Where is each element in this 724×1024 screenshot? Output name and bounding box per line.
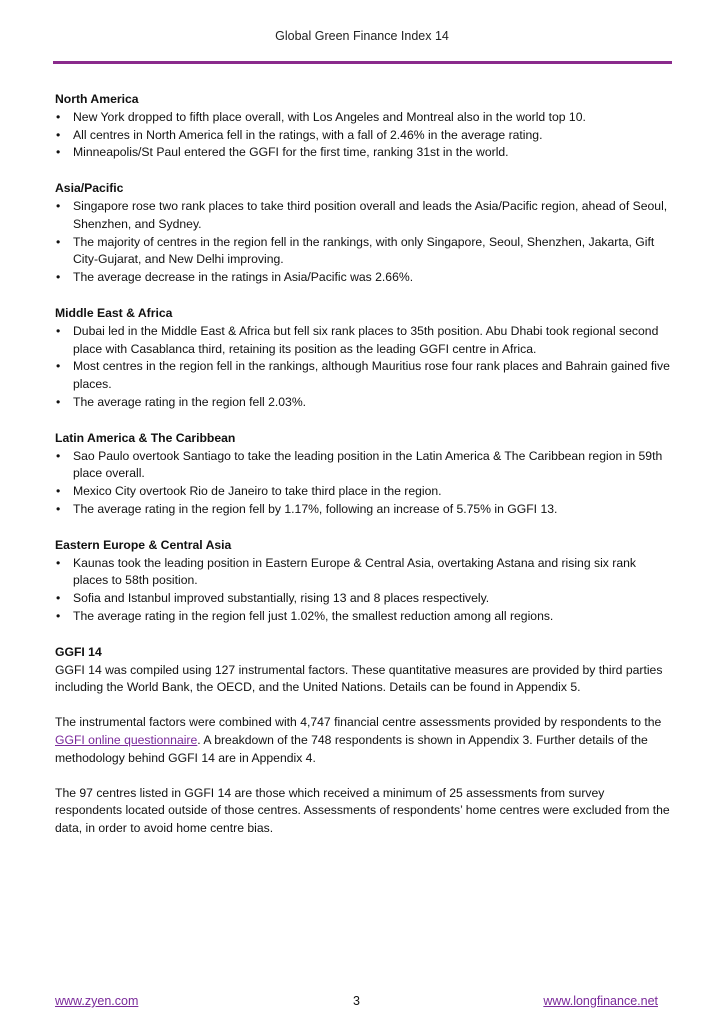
bullet-icon: • (56, 501, 61, 516)
bullet-item (55, 234, 673, 270)
section-title: North America (55, 92, 139, 106)
ggfi-paragraph-1: GGFI 14 was compiled using 127 instrumental factors. These quantitative measures are provided by third parties including the World Bank, the OECD, and the United Nations. Details can be found in Appendix 5. (55, 662, 663, 695)
region-section (55, 91, 673, 162)
bullet-text: New York dropped to fifth place overall, with Los Angeles and Montreal also in the world top 10. (73, 109, 586, 124)
bullet-item (55, 590, 673, 608)
longfinance-link[interactable]: www.longfinance.net (543, 994, 658, 1008)
bullet-item (55, 323, 673, 359)
bullet-text: Most centres in the region fell in the rankings, although Mauritius rose four rank places and Bahrain gained five places. (73, 359, 670, 392)
ggfi-section (55, 644, 673, 838)
main-content (55, 91, 673, 855)
ggfi-questionnaire-link[interactable]: GGFI online questionnaire (55, 732, 198, 747)
bullet-list (55, 448, 673, 519)
bullet-text: Singapore rose two rank places to take third position overall and leads the Asia/Pacific region, ahead of Seoul, Shenzhen, and Sydney. (73, 198, 668, 231)
bullet-icon: • (56, 198, 61, 213)
section-title: Middle East & Africa (55, 305, 173, 320)
bullet-icon: • (56, 448, 61, 463)
bullet-item (55, 501, 673, 519)
bullet-item (55, 358, 673, 394)
bullet-list (55, 323, 673, 412)
bullet-text: The average rating in the region fell by 1.17%, following an increase of 5.75% in GGFI 13. (73, 501, 558, 516)
ggfi-paragraph-2-after: . A breakdown of the 748 respondents is shown in Appendix 3. Further details of the methodology behind GGFI 14 are in Appendix 4. (55, 732, 648, 765)
bullet-icon: • (56, 234, 61, 249)
ggfi-section-title: GGFI 14 (55, 644, 102, 659)
section-title: Eastern Europe & Central Asia (55, 537, 232, 552)
bullet-list (55, 109, 673, 162)
zyen-link[interactable]: www.zyen.com (55, 994, 139, 1008)
header-divider (53, 61, 672, 64)
bullet-icon: • (56, 608, 61, 623)
bullet-item (55, 394, 673, 412)
ggfi-paragraph-2 (55, 714, 673, 767)
page-header: Global Green Finance Index 14 (275, 29, 449, 43)
section-title: Asia/Pacific (55, 181, 124, 196)
bullet-icon: • (56, 323, 61, 338)
bullet-text: Dubai led in the Middle East & Africa but fell six rank places to 35th position. Abu Dhabi took regional second place with Casablanca third, retaining its position as the leading GGFI centre in Africa. (73, 323, 659, 356)
page-number: 3 (353, 994, 360, 1008)
page-footer (55, 994, 658, 1012)
region-section (55, 430, 673, 519)
bullet-icon: • (56, 555, 61, 570)
bullet-icon: • (56, 127, 61, 142)
bullet-item (55, 144, 673, 162)
bullet-text: The average rating in the region fell just 1.02%, the smallest reduction among all regions. (73, 608, 554, 623)
bullet-text: Minneapolis/St Paul entered the GGFI for the first time, ranking 31st in the world. (73, 145, 509, 160)
bullet-icon: • (56, 145, 61, 160)
bullet-item (55, 483, 673, 501)
region-section (55, 180, 673, 287)
bullet-item (55, 198, 673, 234)
bullet-text: The majority of centres in the region fell in the rankings, with only Singapore, Seoul, Shenzhen, Jakarta, Gift City-Gujarat, and New Delhi improving. (73, 234, 655, 267)
bullet-icon: • (56, 359, 61, 374)
bullet-text: Mexico City overtook Rio de Janeiro to take third place in the region. (73, 484, 442, 499)
bullet-item (55, 608, 673, 626)
region-section (55, 305, 673, 412)
bullet-text: The average rating in the region fell 2.03%. (73, 394, 307, 409)
bullet-item (55, 448, 673, 484)
bullet-icon: • (56, 270, 61, 285)
bullet-text: The average decrease in the ratings in Asia/Pacific was 2.66%. (73, 270, 414, 285)
region-section (55, 537, 673, 626)
section-title: Latin America & The Caribbean (55, 430, 236, 445)
bullet-list (55, 555, 673, 626)
bullet-item (55, 269, 673, 287)
bullet-item (55, 555, 673, 591)
bullet-item (55, 127, 673, 145)
bullet-icon: • (56, 109, 61, 124)
bullet-text: Sao Paulo overtook Santiago to take the leading position in the Latin America & The Caribbean region in 59th place overall. (73, 448, 663, 481)
bullet-icon: • (56, 484, 61, 499)
bullet-text: Sofia and Istanbul improved substantially, rising 13 and 8 places respectively. (73, 591, 490, 606)
bullet-item (55, 109, 673, 127)
bullet-icon: • (56, 591, 61, 606)
region-sections (55, 91, 673, 626)
ggfi-paragraph-3: The 97 centres listed in GGFI 14 are those which received a minimum of 25 assessments from survey respondents located outside of those centres. Assessments of respondents’ home centres were excluded from the data, in order to avoid home centre bias. (55, 785, 670, 836)
bullet-list (55, 198, 673, 287)
bullet-icon: • (56, 394, 61, 409)
ggfi-paragraph-2-before: The instrumental factors were combined with 4,747 financial centre assessments provided by respondents to the (55, 715, 662, 730)
bullet-text: Kaunas took the leading position in Eastern Europe & Central Asia, overtaking Astana and rising six rank places to 58th position. (73, 555, 636, 588)
bullet-text: All centres in North America fell in the ratings, with a fall of 2.46% in the average rating. (73, 127, 543, 142)
